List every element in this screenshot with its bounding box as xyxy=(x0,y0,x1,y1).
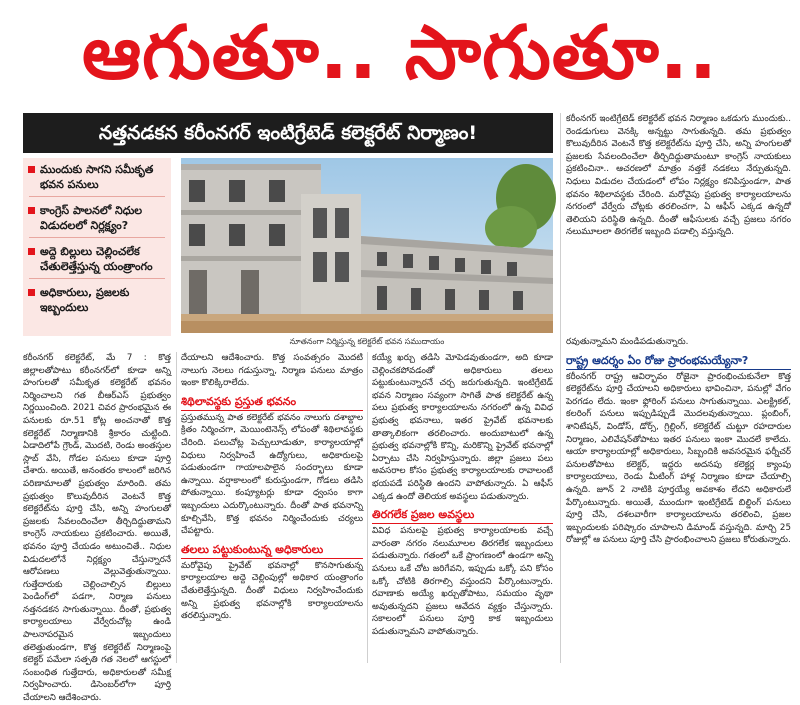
divider xyxy=(29,278,165,279)
column-divider xyxy=(176,352,177,663)
section-heading: శిథిలావస్థకు ప్రస్తుత భవనం xyxy=(181,394,363,411)
article-column-2 xyxy=(181,352,363,663)
highlight-text: ముందుకు సాగని సమీకృత భవన పనులు xyxy=(40,163,154,191)
article-column-1 xyxy=(23,352,171,704)
paragraph: వివిధ పనులపై ప్రభుత్వ కార్యాలయాలకు వచ్చే వారంతా నగరం నలుమూలల తిరగలేక ఇబ్బందులు పడుతున్నారు. గతంలో ఒకే ప్రాంగణంలో ఉండగా అన్ని పనులు ఒకే చోట జరిగేవని, ఇప్పుడు ఒక్కో పని కోసం ఒక్కో చోటికి తిరగాల్సి వస్తుందని పేర్కొంటున్నారు. రవాణాకు అయ్యే ఖర్చుతోపాటు, సమయం వృథా అవుతున్నదని ప్రజలు ఆవేదన వ్యక్తం చేస్తున్నారు. సకాలంలో పనులు పూర్తి కాక ఇబ్బందులు పడుతున్నామని వాపోతున్నారు. xyxy=(372,526,553,637)
article-column-3 xyxy=(372,352,553,663)
divider xyxy=(29,237,165,238)
divider xyxy=(29,196,165,197)
red-square-bullet-icon xyxy=(28,207,35,214)
highlights-box xyxy=(23,158,171,336)
red-square-bullet-icon xyxy=(28,166,35,173)
building-photo xyxy=(181,158,553,333)
paragraph: దేయాలని ఆదేశించారు. కొత్త సంవత్సరం మొదటి నాలుగు నెలలు గడుస్తున్నా, నిర్మాణ పనులు మాత్రం ఇంకా కొలిక్కిరాలేదు. xyxy=(181,353,363,389)
highlight-item xyxy=(23,199,171,235)
subheadline: నత్తనడకన కరీంనగర్ ఇంటిగ్రేటెడ్ కలెక్టరేట్ నిర్మాణం! xyxy=(23,113,553,153)
red-square-bullet-icon xyxy=(28,248,35,255)
paragraph: కయ్యే ఖర్చు తడిసి మోపెడవుతుండగా, అది కూడా చెల్లించకపోవడంతో అధికారులు తలలు పట్టుకుంటున్నారనే చర్చ జరుగుతున్నది. ఇంటిగ్రేటెడ్ భవన నిర్మాణం సవ్యంగా సాగితే పాత కలెక్టరేట్ ఉన్న పలు ప్రభుత్వ కార్యాలయాలను నగరంలో ఉన్న వివిధ ప్రభుత్వ భవనాలు, ఇతర ప్రైవేట్ భవనాలకు తాత్కాలికంగా తరలించారు. అందుబాటులో ఉన్న ప్రభుత్వ భవనాల్లోకి కొన్ని, మరికొన్ని ప్రైవేట్ భవనాల్లో ఏర్పాటు చేసి నిర్వహిస్తున్నారు. జిల్లా ప్రజలు పలు అవసరాల కోసం ప్రభుత్వ కార్యాలయాలకు రావాలంటే భయపడే పరిస్థితి ఉందని వాపోతున్నారు. ఏ ఆఫీస్ ఎక్కడ ఉందో తెలియక అవస్థలు పడుతున్నారు. xyxy=(372,353,553,502)
highlight-text: కాంగ్రెస్ పాలనలో నిధుల విడుదలలో నిర్లక్ష్యం? xyxy=(40,204,143,232)
highlight-text: అద్దె బిల్లులు చెల్లించలేక చేతులెత్తేస్తున్న యంత్రాంగం xyxy=(40,245,153,273)
headline: ఆగుతూ.. సాగుతూ.. xyxy=(81,10,719,96)
column-divider xyxy=(367,352,368,663)
paragraph: కరీంనగర్ రాష్ట్ర ఆవిర్భావం రోజైనా ప్రారంభించుకునేలా కొత్త కలెక్టరేట్‌ను పూర్తి చేయాలని అధికారులు భావించినా, పనుల్లో వేగం పెరగడం లేదు. ఇంకా ఫ్లోరింగ్ పనులు సాగుతున్నాయి. ఎలక్ట్రికల్, కలరింగ్ పనులు ఇప్పుడిప్పుడే మొదలవుతున్నాయి. ప్లంబింగ్, శానిటేషన్, విండోస్, డోర్స్, గ్రిల్లింగ్, కలెక్టరేట్ చుట్టూ రహదారుల నిర్మాణం, ఎలివేషన్‌తోపాటు ఇతర పనులు ఇంకా మొదలే కాలేదు. ఆయా కార్యాలయాల్లో అధికారులు, సిబ్బందికి అవసరమైన ఫర్నీచర్ పనులతోపాటు కలెక్టర్, ఇద్దరు అదనపు కలెక్టర్ల క్యాంపు కార్యాలయాలు, రెండు మీటింగ్ హాళ్ల నిర్మాణం కూడా చేయాల్సి ఉన్నది. జూన్ 2 నాటికి పూర్తయ్యే అవకాశం లేదని అధికారులే పేర్కొంటున్నారు. అయితే, ముందుగా ఇంటిగ్రేటెడ్ బిల్డింగ్ పనులు పూర్తి చేసి, దశలవారీగా కార్యాలయాలను తరలించి, ప్రజల ఇబ్బందులకు పరిష్కారం చూపాలని డిమాండ్ వస్తున్నది. మార్చి 25 రోజుల్లో ఆ పనులు పూర్తి చేసి ప్రారంభించాలని ప్రజలు కోరుతున్నారు. xyxy=(566,371,791,546)
highlight-item xyxy=(23,158,171,194)
highlight-text: అధికారులు, ప్రజలకు ఇబ్బందులు xyxy=(40,286,130,314)
column-divider xyxy=(560,113,561,663)
building-illustration xyxy=(181,158,553,333)
photo-caption: నూతనంగా నిర్మిస్తున్న కలెక్టరేట్ భవన సముదాయం xyxy=(289,337,445,346)
paragraph: రవుతున్నామని మండిపడుతున్నారు. xyxy=(566,337,689,347)
section-heading: తిరగలేక ప్రజల అవస్థలు xyxy=(372,507,553,524)
paragraph: మరోవైపు ప్రైవేట్ భవనాల్లో కొనసాగుతున్న కార్యాలయాల అద్దె చెల్లింపుల్లో అధికార యంత్రాంగం చేతులెత్తేస్తున్నది. దీంతో విధులు నిర్వహించేందుకు అన్ని ప్రభుత్వ భవనాల్లోకి కార్యాలయాలను తరలిస్తున్నారు. xyxy=(181,560,363,622)
section-heading: రాష్ట్ర ఆదర్శం ఏం రోజు ప్రారంభమయ్యేనా? xyxy=(566,353,791,370)
paragraph: కరీంనగర్ ఇంటిగ్రేటెడ్ కలెక్టరేట్ భవన నిర్మాణం ఒకడుగు ముందుకు.. రెండడుగులు వెనక్కి అన్నట్టు సాగుతున్నది. తమ ప్రభుత్వం కొలువుదీరిన వెంటనే కొత్త కలెక్టరేట్‌ను పూర్తి చేసి, అన్ని హంగులతో ప్రజలకు సేవలందించేలా తీర్చిదిద్దుతామంటూ కాంగ్రెస్ నాయకులు ప్రకటించినా.. ఆచరణలో మాత్రం నత్తకే నడకలు నేర్పుతున్నది. నిధులు విడుదల చేయడంలో లోపం నిర్లక్ష్యం కనిపిస్తుండగా, పాత భవనం శిథిలావస్థకు చేరింది. మరోవైపు ప్రభుత్వ కార్యాలయాలను నగరంలో వేర్వేరు చోట్లకు తరలించగా, ఏ ఆఫీస్ ఎక్కడ ఉన్నదో తెలియని పరిస్థితి ఉన్నది. దీంతో ఆఫీసులకు వచ్చే ప్రజలు నగరం నలుమూలలా తిరగలేక ఇబ్బంది పడాల్సి వస్తున్నది. xyxy=(566,114,791,238)
paragraph: ప్రస్తుతమున్న పాత కలెక్టరేట్ భవనం నాలుగు దశాబ్దాల క్రితం నిర్మించగా, మెయింటెనెన్స్ లోపంతో శిథిలావస్థకు చేరింది. పలుచోట్ల పెచ్చులూడుతూ, కార్యాలయాల్లో విధులు నిర్వహించే ఉద్యోగులు, అధికారులపై పడుతుండగా గాయాలపాలైన సందర్భాలు కూడా ఉన్నాయి. వర్షాకాలంలో కురుస్తుండగా, గోడలు తడిసి పోతున్నాయి. కంప్యూటర్లు కూడా ధ్వంసం కాగా ఇబ్బందులు ఎదుర్కొంటున్నారు. దీంతో పాత భవనాన్ని కూల్చివేసి, కొత్త భవనం నిర్మించేందుకు చర్యలు చేపట్టారు. xyxy=(181,412,363,537)
article-column-4 xyxy=(566,113,791,663)
highlight-item xyxy=(23,240,171,276)
highlight-item xyxy=(23,281,171,317)
red-square-bullet-icon xyxy=(28,289,35,296)
paragraph: కరీంనగర్ కలెక్టరేట్, మే 7 : కొత్త జిల్లాలతోపాటు కరీంనగర్‌లో కూడా అన్ని హంగులతో సమీకృత కలెక్టరేట్ భవనం నిర్మించాలని గత బీఆర్ఎస్ ప్రభుత్వం నిర్ణయించింది. 2021 చివర ప్రారంభమైన ఈ పనులకు రూ.51 కోట్ల అంచనాతో కొత్త కలెక్టరేట్ నిర్మాణానికి శ్రీకారం చుట్టింది. ఏడాదిలోపే గ్రౌండ్, మొదటి, రెండు అంతస్తుల స్లాబ్ వేసి, గోడల పనులు కూడా పూర్తి చేశారు. అయితే, అనంతరం కాలంలో జరిగిన పరిణామాలతో ప్రభుత్వం మారింది. తమ ప్రభుత్వం కొలువుదీరిన వెంటనే కొత్త కలెక్టరేట్‌ను పూర్తి చేసి, అన్ని హంగులతో ప్రజలకు సేవలందించేలా తీర్చిదిద్దుతామని కాంగ్రెస్ నాయకులు ప్రకటించారు. అయితే, భవనం పూర్తి చేయడం అటుంచితే.. నిధుల విడుదలలోనే నిర్లక్ష్యం చేస్తున్నారనే ఆరోపణలు వెల్లువెత్తుతున్నాయి. గుత్తేదారుకు చెల్లించాల్సిన బిల్లులు పెండింగ్‌లో పడగా, నిర్మాణ పనులు నత్తనడకన సాగుతున్నాయి. దీంతో, ప్రభుత్వ కార్యాలయాలు వేర్వేరుచోట్ల ఉండి పాలనాపరమైన ఇబ్బందులు తలెత్తుతుండగా, కొత్త కలెక్టరేట్ నిర్మాణంపై కలెక్టర్ పమేలా సత్పతి గత నెలలో ఆగస్టులో సంబంధిత గుత్తేదారు, అధికారులతో సమీక్ష నిర్వహించారు. డిసెంబర్‌లోగా పూర్తి చేయాలని ఆదేశించారు. xyxy=(23,353,171,704)
section-heading: తలలు పట్టుకుంటున్న అధికారులు xyxy=(181,542,363,559)
